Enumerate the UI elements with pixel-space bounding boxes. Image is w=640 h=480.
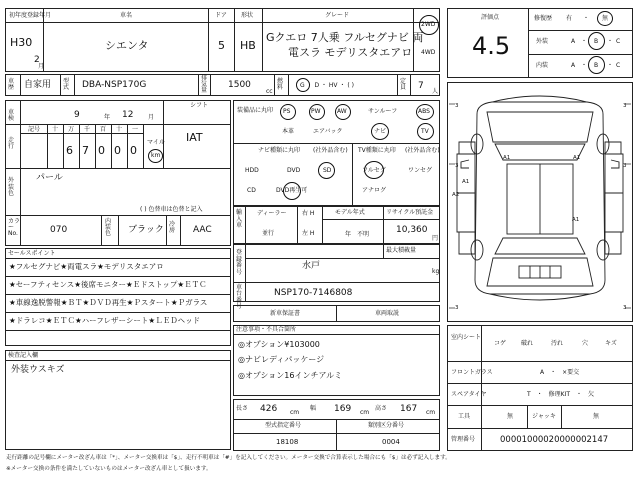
front-glass-options: A ・ ×要交 <box>540 369 580 376</box>
km-label: km <box>151 152 161 159</box>
import-label: 輸入車 <box>236 209 243 230</box>
mile-label: マイル <box>147 139 165 146</box>
sales-points-label: セールスポイント <box>8 250 56 257</box>
left-hand-label: 左 H <box>302 230 315 237</box>
length-label: 長さ <box>236 405 249 412</box>
inspection-month-unit: 月 <box>148 114 155 121</box>
mileage-hdr-5: 十 <box>116 126 123 133</box>
chassis-label: 車台番号 <box>236 284 243 310</box>
int-opt-b: B <box>594 62 599 69</box>
fuel-options: G ・ D ・ HV ・ ( ) <box>300 82 354 89</box>
usage-label: 車歴 <box>8 78 15 91</box>
displacement-label: 排気量 <box>201 75 208 94</box>
shift-label: シフト <box>190 102 209 109</box>
model-label: 型式 <box>63 78 70 91</box>
ac-value: AAC <box>193 225 212 235</box>
inspection-year: 9 <box>74 110 80 120</box>
seat-issue-2: 破れ <box>521 340 534 347</box>
mileage-hdr-2: 万 <box>68 126 75 133</box>
fuel-label: 燃料 <box>277 78 284 91</box>
sales-line-3: ★車線逸脱警報★ＢＴ★ＤＶＤ再生★Ｐスタート★Ｐガラス <box>9 298 208 307</box>
mileage-digit-6: 0 <box>130 144 137 157</box>
model-value: DBA-NSP170G <box>82 80 147 90</box>
nav-sd: SD <box>323 167 332 174</box>
sales-line-2: ★セーフティセンス★後席モニター★Ｅドストップ★ＥＴＣ <box>9 280 207 289</box>
exterior-grade-label: 外装 <box>536 38 549 45</box>
damage-marker-4: A2 <box>452 192 460 198</box>
jack-label: ジャッキ <box>532 413 556 420</box>
damage-marker-1: A1 <box>503 155 511 161</box>
side-num-1: 3 <box>455 103 459 109</box>
side-num-5: 3 <box>455 305 459 311</box>
side-num-4: 3 <box>623 163 627 169</box>
tv-analog: アナログ <box>362 187 387 194</box>
cc-unit: cc <box>266 88 273 95</box>
int-opt-a: A <box>571 62 576 69</box>
car-outline-diagram <box>447 82 633 322</box>
repair-label: 修復歴 <box>534 15 553 22</box>
ext-opt-a: A <box>571 38 576 45</box>
interior-seat-label: 室内シート <box>451 334 482 341</box>
fuel-g-circle <box>296 78 310 92</box>
notes-item-3: ◎オプション16インチアルミ <box>238 371 343 380</box>
capacity-label: 定員 <box>400 78 407 91</box>
repair-opt-no: 無 <box>602 15 609 22</box>
spare-tire-label: スペアタイヤ <box>451 391 487 398</box>
nav-hdd: HDD <box>245 167 259 174</box>
int-opt-c: C <box>616 62 621 69</box>
inspection-year-unit: 年 <box>104 114 111 121</box>
exterior-color-label: 外装色 <box>8 177 15 198</box>
exterior-color-note: ( ) 色替車は色替と記入 <box>140 206 203 213</box>
first-reg-label: 初年度登録年月 <box>9 12 52 19</box>
mileage-hdr-6: 一 <box>132 126 139 133</box>
footer-note-2: ※メーター交換の条件を満たしていないものはメーター改ざん車として扱います。 <box>6 466 212 472</box>
car-name-value: シエンタ <box>105 39 149 52</box>
shape-value: HB <box>240 39 256 52</box>
grade-line-1: Gクエロ 7人乗 フルセグナビ 両 <box>266 31 424 44</box>
tv-type-title: TV種類に丸印 <box>358 147 396 154</box>
spare-tire-options: T ・ 修理KIT ・ 欠 <box>527 391 595 398</box>
ext-opt-b: B <box>594 38 599 45</box>
equip-aw: AW <box>337 108 347 115</box>
reg-number-value: 水戸 <box>302 261 321 271</box>
drive-4wd: 4WD <box>421 49 436 56</box>
mileage-digit-5: 0 <box>114 144 121 157</box>
jack-value: 無 <box>593 413 600 420</box>
footer-note-1: 走行距離の記号欄にメーター改ざん車は「*」、メーター交換車は「$」、走行不明車は「#」を記入してください。メーター交換で合算表示した場合にも「$」は必ず記入します。 <box>6 455 451 461</box>
notes-item-1: ◎オプション¥103000 <box>238 340 320 349</box>
tools-value: 無 <box>507 413 514 420</box>
damage-marker-2: A1 <box>573 155 581 161</box>
mileage-hdr-4: 百 <box>100 126 107 133</box>
mileage-hdr-0: 記号 <box>28 126 41 133</box>
type-no-value: 18108 <box>276 438 299 446</box>
first-reg-month: 2 <box>34 55 40 65</box>
car-name-label: 車名 <box>120 12 133 19</box>
right-hand-label: 右 H <box>302 210 315 217</box>
type-no-label: 型式指定番号 <box>265 422 302 429</box>
capacity-value: 7 <box>418 81 424 91</box>
damage-marker-3: A1 <box>462 179 470 185</box>
reg-number-label: 登録番号 <box>236 249 243 276</box>
seat-issue-1: コゲ <box>494 340 507 347</box>
mileage-hdr-3: 千 <box>84 126 91 133</box>
side-num-6: 3 <box>623 305 627 311</box>
nav-type-note: (社外品含む) <box>313 147 348 154</box>
mileage-digit-4: 0 <box>98 144 105 157</box>
sales-line-4: ★ドラレコ★ＥＴＣ★ハーフレザーシート★ＬＥＤヘッド <box>9 316 201 325</box>
equip-airbag: エアバック <box>313 128 343 135</box>
shape-label: 形状 <box>241 12 254 19</box>
class-no-value: 0004 <box>382 438 400 446</box>
parallel-label: 並行 <box>262 230 275 237</box>
int-opt-dot1: ・ <box>581 62 588 69</box>
mileage-digit-2: 6 <box>66 144 73 157</box>
height-value: 167 <box>400 404 418 414</box>
model-year-value: 年 不明 <box>345 231 370 238</box>
seat-issue-4: 穴 <box>582 340 589 347</box>
equip-tv: TV <box>421 128 429 135</box>
warranty-label: 新車保証書 <box>270 310 301 317</box>
inspector-label: 検査記入欄 <box>8 352 39 359</box>
equip-navi: ナビ <box>374 128 387 135</box>
side-num-3: 3 <box>455 163 459 169</box>
grade-line-2: 電スラ モデリスタエアロ <box>288 46 413 59</box>
interior-grade-label: 内装 <box>536 62 549 69</box>
capacity-unit: 人 <box>432 88 439 95</box>
manual-label: 車両取説 <box>375 310 400 317</box>
recycle-label: リサイクル預託金 <box>386 209 434 216</box>
width-unit: cm <box>360 409 370 416</box>
ext-opt-dot1: ・ <box>581 38 588 45</box>
seat-issue-3: 汚れ <box>551 340 564 347</box>
drive-2wd: 2WD <box>421 21 436 28</box>
model-year-label: モデル年式 <box>335 209 365 216</box>
nav-dvd: DVD <box>287 167 301 174</box>
max-load-label: 最大積載量 <box>386 247 417 254</box>
inspection-month: 12 <box>122 110 134 120</box>
interior-color-label: 内装色 <box>105 218 112 237</box>
mgmt-number-label: 管理番号 <box>451 436 476 443</box>
nav-dvd-play: DVD再生可 <box>276 187 308 194</box>
month-unit: 月 <box>38 63 45 70</box>
equipment-title: 装備品に丸印 <box>237 107 274 114</box>
tv-fullseg: フルセグ <box>362 167 386 174</box>
height-label: 高さ <box>375 405 388 412</box>
mileage-label: 走行 <box>8 137 15 150</box>
side-num-2: 3 <box>623 103 627 109</box>
usage-value: 自家用 <box>24 80 52 90</box>
equip-ps: PS <box>283 108 291 115</box>
tv-oneseg: ワンセグ <box>408 167 433 174</box>
nav-type-title: ナビ種類に丸印 <box>258 147 301 154</box>
length-value: 426 <box>260 404 278 414</box>
width-label: 幅 <box>310 405 317 412</box>
dealer-label: ディーラー <box>257 210 287 217</box>
inspector-value: 外装ウスキズ <box>11 365 65 375</box>
width-value: 169 <box>334 404 352 414</box>
sales-line-1: ★フルセグナビ★両電スラ★モデリスタエアロ <box>9 262 164 271</box>
equip-pw: PW <box>311 108 321 115</box>
int-opt-dot2: ・ <box>607 62 614 69</box>
mileage-digit-3: 7 <box>82 144 89 157</box>
inspection-label: 車検 <box>8 109 15 122</box>
doors-value: 5 <box>218 39 225 52</box>
class-no-label: 類別区分番号 <box>368 422 405 429</box>
mgmt-number-value: 00001000020000002147 <box>500 435 609 445</box>
exterior-color-value: パール <box>36 173 63 183</box>
length-unit: cm <box>290 409 300 416</box>
damage-marker-5: A1 <box>572 217 580 223</box>
shift-value: IAT <box>186 131 203 144</box>
score-label: 評価点 <box>481 14 500 21</box>
repair-opt-dot: ・ <box>583 15 590 22</box>
door-label: ドア <box>215 12 227 19</box>
recycle-value: 10,360 <box>396 225 428 235</box>
repair-opt-yes: 有 <box>566 15 573 22</box>
color-no-label: カラーNo. <box>8 218 21 237</box>
yen-unit: 円 <box>432 235 439 242</box>
equip-sunroof: サンルーフ <box>368 108 398 115</box>
displacement-value: 1500 <box>228 80 251 90</box>
notes-item-2: ◎ナビレディパッケージ <box>238 355 325 364</box>
tools-label: 工具 <box>458 413 471 420</box>
first-reg-year: H30 <box>10 36 33 49</box>
tv-type-note: (社外品含む) <box>405 147 440 154</box>
ext-opt-c: C <box>616 38 621 45</box>
nav-cd: CD <box>247 187 256 194</box>
equip-leather: 本革 <box>282 128 295 135</box>
mileage-hdr-1: 十 <box>52 126 59 133</box>
notes-label: 注意事項・不具合箇所 <box>236 326 297 333</box>
color-no-value: 070 <box>50 225 68 235</box>
ext-opt-dot2: ・ <box>607 38 614 45</box>
chassis-value: NSP170-7146808 <box>274 288 353 298</box>
kg-unit: kg <box>432 268 440 275</box>
height-unit: cm <box>426 409 436 416</box>
grade-label: グレード <box>325 12 350 19</box>
ac-label: 冷房 <box>169 221 176 234</box>
seat-issue-5: キズ <box>605 340 617 347</box>
front-glass-label: フロントガラス <box>451 369 493 376</box>
score-value: 4.5 <box>472 32 511 60</box>
equip-abs: ABS <box>418 108 430 115</box>
interior-color-value: ブラック <box>128 225 164 235</box>
